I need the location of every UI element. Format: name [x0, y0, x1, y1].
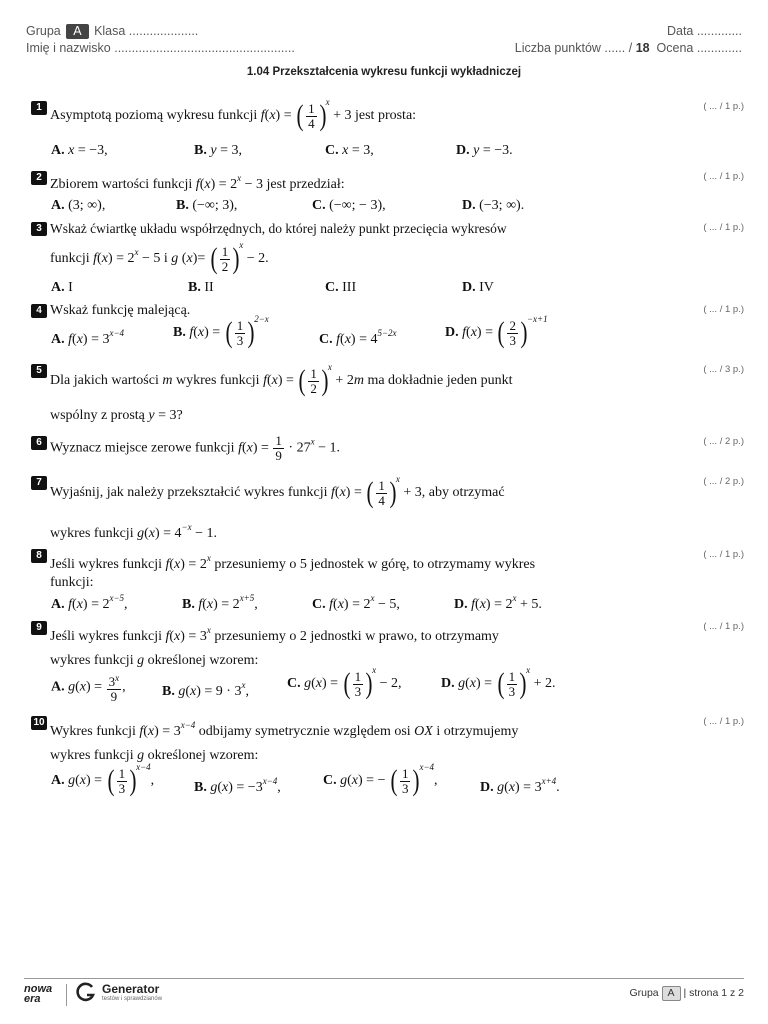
task-points: ( ... / 1 p.)	[703, 304, 744, 315]
task-number: 7	[31, 476, 47, 490]
task-number: 4	[31, 304, 47, 318]
option-c[interactable]: C. g(x) = − ( $\frac{1}{3}$ ) x−4 ,	[323, 762, 438, 797]
task-points: ( ... / 2 p.)	[703, 436, 744, 447]
option-d[interactable]: D. $g(x) = 3^{x+4}$.	[480, 776, 560, 795]
option-c[interactable]: C. $f(x) = 4^{5-2x}$	[319, 328, 397, 347]
task-number: 8	[31, 549, 47, 563]
option-d[interactable]: D. f(x) = ( $\frac{2}{3}$ ) −x+1	[445, 314, 548, 349]
task-question: Asymptotą poziomą wykresu funkcji f(x) = ( $\frac{1}{4}$ ) x + 3 jest prosta:	[50, 97, 417, 132]
option-a[interactable]: A. (3; ∞),	[51, 198, 106, 213]
option-a[interactable]: A. g(x) = $\frac{3^x}{9}$ ,	[51, 673, 126, 704]
option-d[interactable]: D. y = −3.	[456, 143, 513, 158]
group-class: Grupa A Klasa ....................	[26, 24, 199, 38]
task-points: ( ... / 3 p.)	[703, 364, 744, 375]
task-points: ( ... / 1 p.)	[703, 101, 744, 112]
footer-group-badge: A	[662, 986, 681, 1001]
task-question: Wyznacz miejsce zerowe funkcji f(x) = $\frac{1}{9}$ · $27^x - 1$.	[50, 433, 340, 463]
footer-divider	[24, 978, 744, 979]
option-a[interactable]: A. $f(x) = 3^{x-4}$	[51, 328, 125, 347]
task-number: 2	[31, 171, 47, 185]
task-question-2: wykres funkcji $g(x) = 4^{-x} - 1$.	[50, 522, 218, 541]
task-question: Zbiorem wartości funkcji $f(x) = 2^x - 3$ jest przedział:	[50, 173, 345, 192]
option-b[interactable]: B. II	[188, 280, 214, 295]
task-question-2: funkcji:	[50, 575, 94, 590]
option-d[interactable]: D. IV	[462, 280, 494, 295]
task-number: 5	[31, 364, 47, 378]
task-question: Jeśli wykres funkcji $f(x) = 2^x$ przesuniemy o 5 jednostek w górę, to otrzymamy wykres	[50, 553, 536, 572]
generator-logo-text: Generator	[102, 982, 160, 996]
logo-separator	[66, 984, 67, 1006]
task-question: Wyjaśnij, jak należy przekształcić wykres funkcji f(x) = ( $\frac{1}{4}$ ) x + 3, aby otrzymać	[50, 474, 505, 509]
option-a[interactable]: A. x = −3,	[51, 143, 108, 158]
option-b[interactable]: B. (−∞; 3),	[176, 198, 238, 213]
task-number: 1	[31, 101, 47, 115]
name-field: Imię i nazwisko ....................................................	[26, 41, 295, 55]
task-number: 3	[31, 222, 47, 236]
task-question: Wskaż ćwiartkę układu współrzędnych, do której należy punkt przecięcia wykresów	[50, 221, 507, 236]
option-d[interactable]: D. g(x) = ( $\frac{1}{3}$ ) x + 2.	[441, 665, 556, 700]
points-grade: Liczba punktów ...... / 18 Ocena .............	[514, 41, 742, 55]
option-d[interactable]: D. $f(x) = 2^x + 5$.	[454, 593, 542, 612]
task-points: ( ... / 1 p.)	[703, 621, 744, 632]
option-b[interactable]: B. $g(x) = 9 \cdot 3^x$,	[162, 680, 249, 699]
page-title: 1.04 Przekształcenia wykresu funkcji wykładniczej	[246, 66, 522, 78]
group-badge: A	[66, 24, 88, 39]
option-b[interactable]: B. $g(x) = -3^{x-4}$,	[194, 776, 281, 795]
option-b[interactable]: B. $f(x) = 2^{x+5}$,	[182, 593, 258, 612]
task-question: Wskaż funkcję malejącą.	[50, 303, 191, 318]
task-question-2: wspólny z prostą y = 3?	[50, 408, 183, 423]
option-d[interactable]: D. (−3; ∞).	[462, 198, 525, 213]
task-points: ( ... / 2 p.)	[703, 476, 744, 487]
task-points: ( ... / 1 p.)	[703, 171, 744, 182]
task-number: 9	[31, 621, 47, 635]
option-c[interactable]: C. g(x) = ( $\frac{1}{3}$ ) x − 2,	[287, 665, 402, 700]
task-question-2: wykres funkcji g określonej wzorem:	[50, 653, 259, 668]
option-c[interactable]: C. $f(x) = 2^x - 5$,	[312, 593, 400, 612]
date-field: Data .............	[666, 24, 742, 38]
generator-logo-icon	[76, 982, 96, 1002]
option-c[interactable]: C. III	[325, 280, 357, 295]
option-a[interactable]: A. I	[51, 280, 73, 295]
nowa-era-logo: nowa era	[24, 983, 53, 1005]
task-question-2: funkcji $f(x) = 2^x - 5$ i g (x)= ( $\frac{1}{2}$ ) x − 2.	[50, 240, 269, 275]
header-row-2	[26, 41, 742, 59]
task-question-2: wykres funkcji g określonej wzorem:	[50, 748, 259, 763]
task-points: ( ... / 1 p.)	[703, 549, 744, 560]
task-question: Wykres funkcji $f(x) = 3^{x-4}$ odbijamy symetrycznie względem osi OX i otrzymujemy	[50, 720, 519, 739]
task-points: ( ... / 1 p.)	[703, 222, 744, 233]
option-c[interactable]: C. (−∞; − 3),	[312, 198, 386, 213]
page-indicator: Grupa A | strona 1 z 2	[629, 987, 744, 999]
option-a[interactable]: A. g(x) = ( $\frac{1}{3}$ ) x−4 ,	[51, 762, 155, 797]
task-question: Jeśli wykres funkcji $f(x) = 3^x$ przesuniemy o 2 jednostki w prawo, to otrzymamy	[50, 625, 499, 644]
option-a[interactable]: A. $f(x) = 2^{x-5}$,	[51, 593, 128, 612]
task-number: 6	[31, 436, 47, 450]
option-c[interactable]: C. x = 3,	[325, 143, 374, 158]
task-question: Dla jakich wartości m wykres funkcji f(x) = ( $\frac{1}{2}$ ) x + 2m ma dokładnie jeden punkt	[50, 362, 513, 397]
header-row-1	[26, 24, 742, 42]
task-number: 10	[31, 716, 47, 730]
option-b[interactable]: B. f(x) = ( $\frac{1}{3}$ ) 2−x	[173, 314, 269, 349]
task-points: ( ... / 1 p.)	[703, 716, 744, 727]
generator-logo-subtitle: testów i sprawdzianów	[102, 996, 163, 1002]
option-b[interactable]: B. y = 3,	[194, 143, 242, 158]
